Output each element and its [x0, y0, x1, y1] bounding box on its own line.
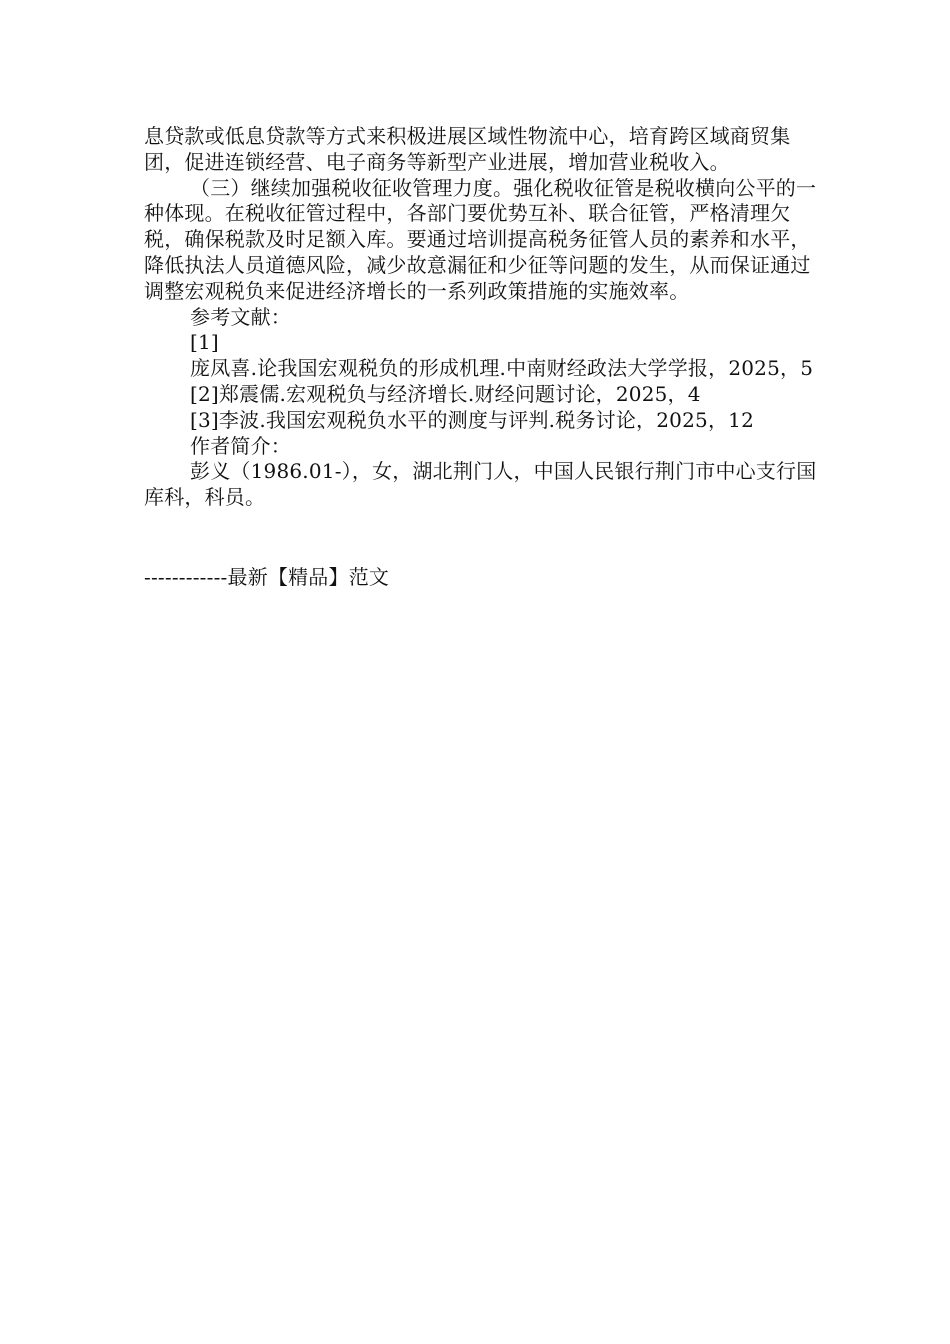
author-heading: 作者简介：: [190, 433, 291, 458]
footer-text: ------------最新【精品】范文: [144, 564, 390, 589]
paragraph-logistics: 息贷款或低息贷款等方式来积极进展区域性物流中心，培育跨区域商贸集团，促进连锁经营、电子商务等新型产业进展，增加营业税收入。: [144, 124, 791, 174]
reference-1-label: [1]: [190, 330, 219, 355]
author-bio: 彭义（1986.01-），女，湖北荆门人，中国人民银行荆门市中心支行国库科，科员。: [144, 459, 817, 510]
paragraph-tax-collection: （三）继续加强税收征收管理力度。强化税收征管是税收横向公平的一种体现。在税收征管过程中，各部门要优势互补、联合征管，严格清理欠税，确保税款及时足额入库。要通过培训提高税务征管人员的素养和水平，降低执法人员道德风险，减少故意漏征和少征等问题的发生，从而保证通过调整宏观税负来促进经济增长的一系列政策措施的实施效率。: [144, 175, 817, 303]
document-body: [144, 124, 824, 591]
spacer: [144, 511, 824, 565]
references-heading: 参考文献：: [190, 304, 291, 329]
reference-2: [2]郑震儒.宏观税负与经济增长.财经问题讨论，2025，4: [190, 381, 701, 406]
reference-1-text: 庞凤喜.论我国宏观税负的形成机理.中南财经政法大学学报，2025，5: [190, 356, 814, 381]
reference-3: [3]李波.我国宏观税负水平的测度与评判.税务讨论，2025，12: [190, 407, 754, 432]
